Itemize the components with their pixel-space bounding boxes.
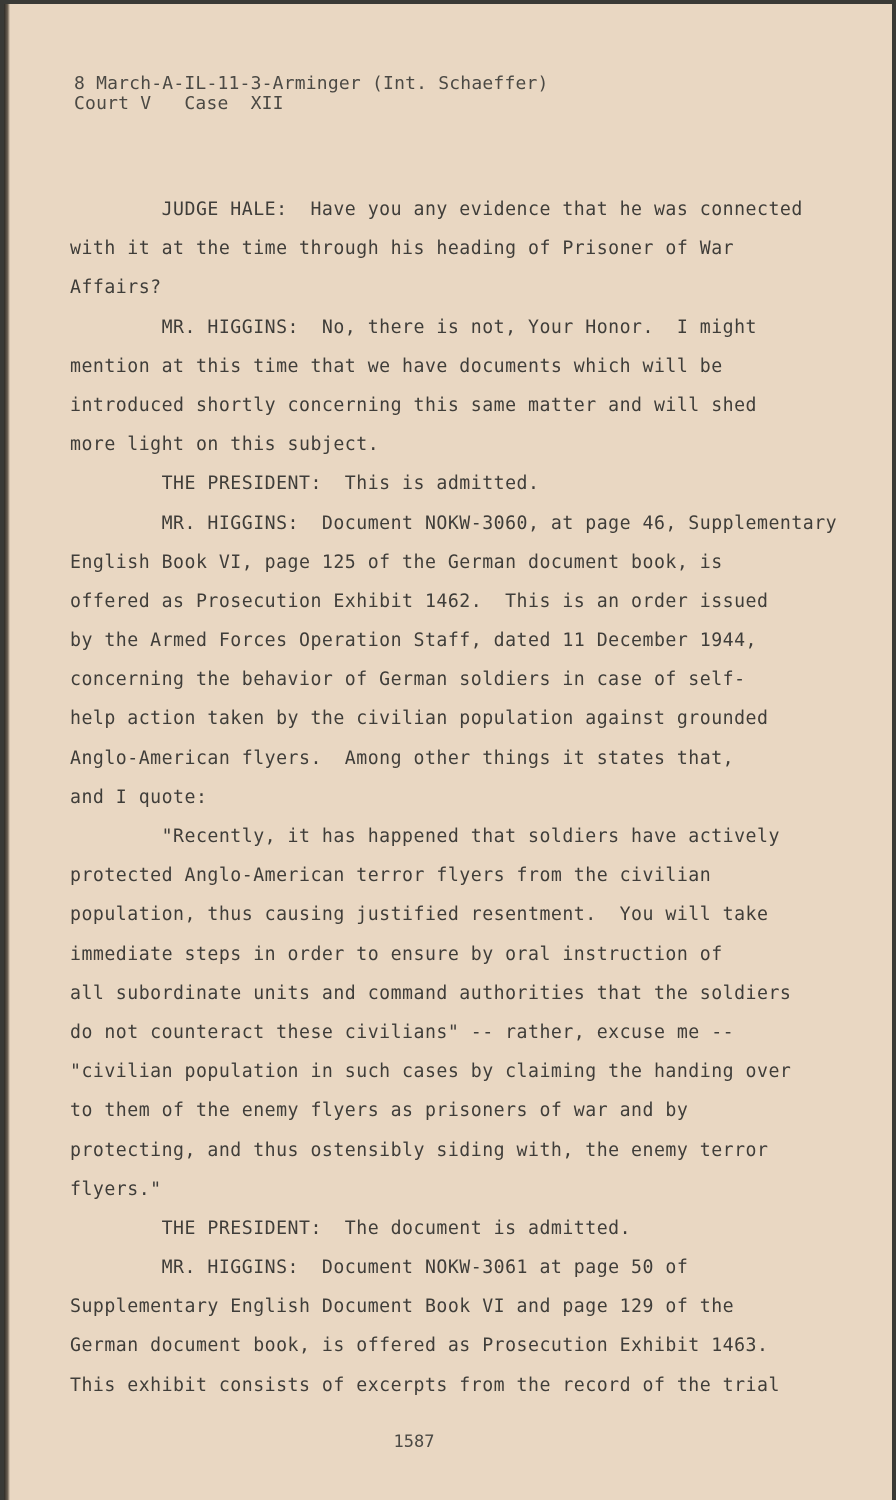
transcript-line: to them of the enemy flyers as prisoners of war and by (70, 1100, 689, 1122)
transcript-line: with it at the time through his heading of Prisoner of War (70, 238, 735, 260)
header-line-date: 8 March-A-IL-11-3-Arminger (Int. Schaeffer) (74, 73, 549, 94)
transcript-line: help action taken by the civilian population against grounded (70, 708, 769, 730)
transcript-line: Supplementary English Document Book VI and page 129 of the (70, 1296, 735, 1318)
transcript-line: do not counteract these civilians" -- rather, excuse me -- (70, 1021, 735, 1043)
transcript-body (70, 190, 840, 1405)
transcript-line: all subordinate units and command authorities that the soldiers (70, 982, 792, 1004)
transcript-line: English Book VI, page 125 of the German document book, is (70, 551, 723, 573)
transcript-line: population, thus causing justified resentment. You will take (70, 904, 769, 926)
transcript-line: protecting, and thus ostensibly siding with, the enemy terror (70, 1139, 769, 1161)
transcript-line: concerning the behavior of German soldiers in case of self- (70, 669, 746, 691)
transcript-line: German document book, is offered as Prosecution Exhibit 1463. (70, 1335, 769, 1357)
page-edge-shadow (4, 4, 10, 1500)
transcript-line: "civilian population in such cases by claiming the handing over (70, 1061, 792, 1083)
header-line-court: Court V Case XII (74, 93, 284, 114)
transcript-line: offered as Prosecution Exhibit 1462. This is an order issued (70, 590, 769, 612)
transcript-line: THE PRESIDENT: This is admitted. (70, 473, 540, 495)
transcript-line: mention at this time that we have documents which will be (70, 355, 723, 377)
transcript-line: more light on this subject. (70, 434, 380, 456)
document-page (4, 4, 892, 1500)
transcript-line: and I quote: (70, 786, 208, 808)
page-number: 1587 (393, 1432, 435, 1452)
transcript-line: JUDGE HALE: Have you any evidence that he was connected (70, 199, 803, 220)
transcript-line: THE PRESIDENT: The document is admitted. (70, 1217, 632, 1239)
transcript-line: MR. HIGGINS: Document NOKW-3060, at page 46, Supplementary (70, 512, 838, 534)
transcript-line: This exhibit consists of excerpts from the record of the trial (70, 1374, 780, 1396)
transcript-line: flyers." (70, 1178, 162, 1200)
transcript-line: immediate steps in order to ensure by oral instruction of (70, 943, 723, 965)
transcript-line: Anglo-American flyers. Among other things it states that, (70, 747, 735, 769)
transcript-line: protected Anglo-American terror flyers from the civilian (70, 865, 712, 887)
transcript-line: MR. HIGGINS: No, there is not, Your Honor. I might (70, 316, 757, 338)
document-header (74, 74, 549, 114)
transcript-line: introduced shortly concerning this same matter and will shed (70, 394, 757, 416)
transcript-line: MR. HIGGINS: Document NOKW-3061 at page 50 of (70, 1257, 689, 1279)
transcript-line: Affairs? (70, 277, 162, 299)
transcript-line: "Recently, it has happened that soldiers have actively (70, 826, 780, 847)
transcript-line: by the Armed Forces Operation Staff, dated 11 December 1944, (70, 630, 757, 652)
